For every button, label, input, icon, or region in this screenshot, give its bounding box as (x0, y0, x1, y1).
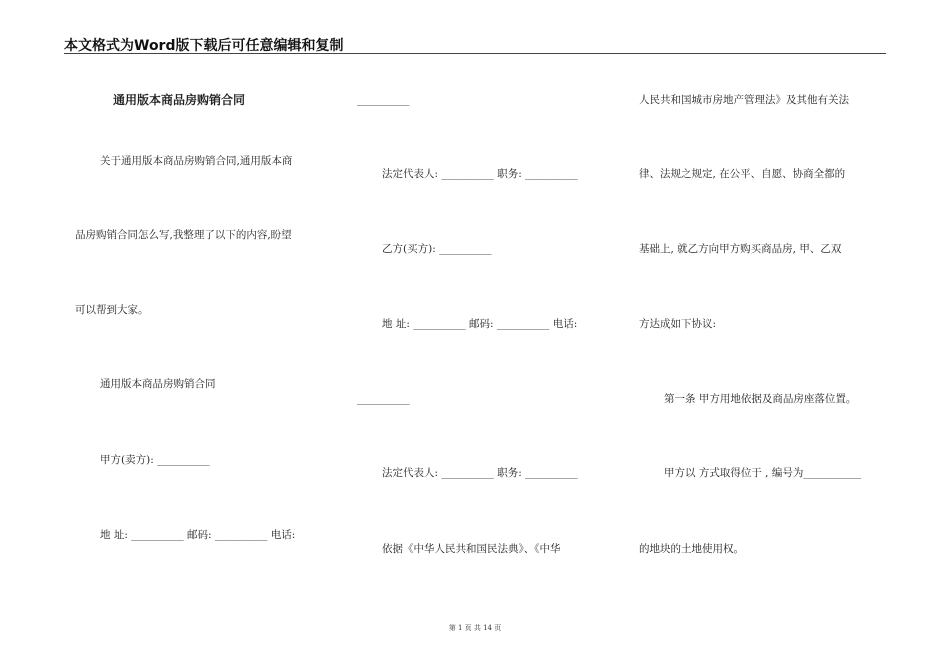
paragraph-line: 律、法规之规定, 在公平、自愿、协商全都的 (639, 168, 846, 180)
paragraph-line: 基础上, 就乙方向甲方购买商品房, 甲、乙双 (639, 243, 842, 255)
paragraph-line: 可以帮到大家。 (75, 304, 149, 316)
column-2 (357, 0, 617, 672)
legal-rep-field: 法定代表人: __________ 职务: __________ (382, 168, 578, 180)
article-heading: 第一条 甲方用地依据及商品房座落位置。 (664, 393, 857, 405)
address-field: 地 址: __________ 邮码: __________ 电话: (382, 318, 578, 330)
blank-field: __________ (357, 94, 410, 106)
document-header: 本文格式为Word版下载后可任意编辑和复制 (64, 38, 344, 54)
party-b-field: 乙方(买方): __________ (382, 243, 492, 255)
paragraph-line: 人民共和国城市房地产管理法》及其他有关法 (639, 94, 849, 106)
address-field: 地 址: __________ 邮码: __________ 电话: (100, 529, 296, 541)
paragraph-line: 关于通用版本商品房购销合同,通用版本商 (100, 155, 293, 167)
paragraph-line: 甲方以 方式取得位于 , 编号为___________ (664, 467, 862, 479)
paragraph-line: 的地块的土地使用权。 (639, 543, 744, 555)
paragraph-line: 依据《中华人民共和国民法典》、《中华 (382, 543, 561, 555)
legal-rep-field: 法定代表人: __________ 职务: __________ (382, 467, 578, 479)
column-1 (75, 0, 335, 672)
blank-field: __________ (357, 393, 410, 405)
paragraph-line: 品房购销合同怎么写,我整理了以下的内容,盼望 (75, 229, 292, 241)
paragraph-line: 方达成如下协议: (639, 318, 717, 330)
section-heading: 通用版本商品房购销合同 (100, 378, 216, 390)
page-number: 第 1 页 共 14 页 (448, 624, 502, 632)
document-title: 通用版本商品房购销合同 (113, 93, 246, 107)
column-3 (639, 0, 891, 672)
party-a-field: 甲方(卖方): __________ (100, 454, 210, 466)
